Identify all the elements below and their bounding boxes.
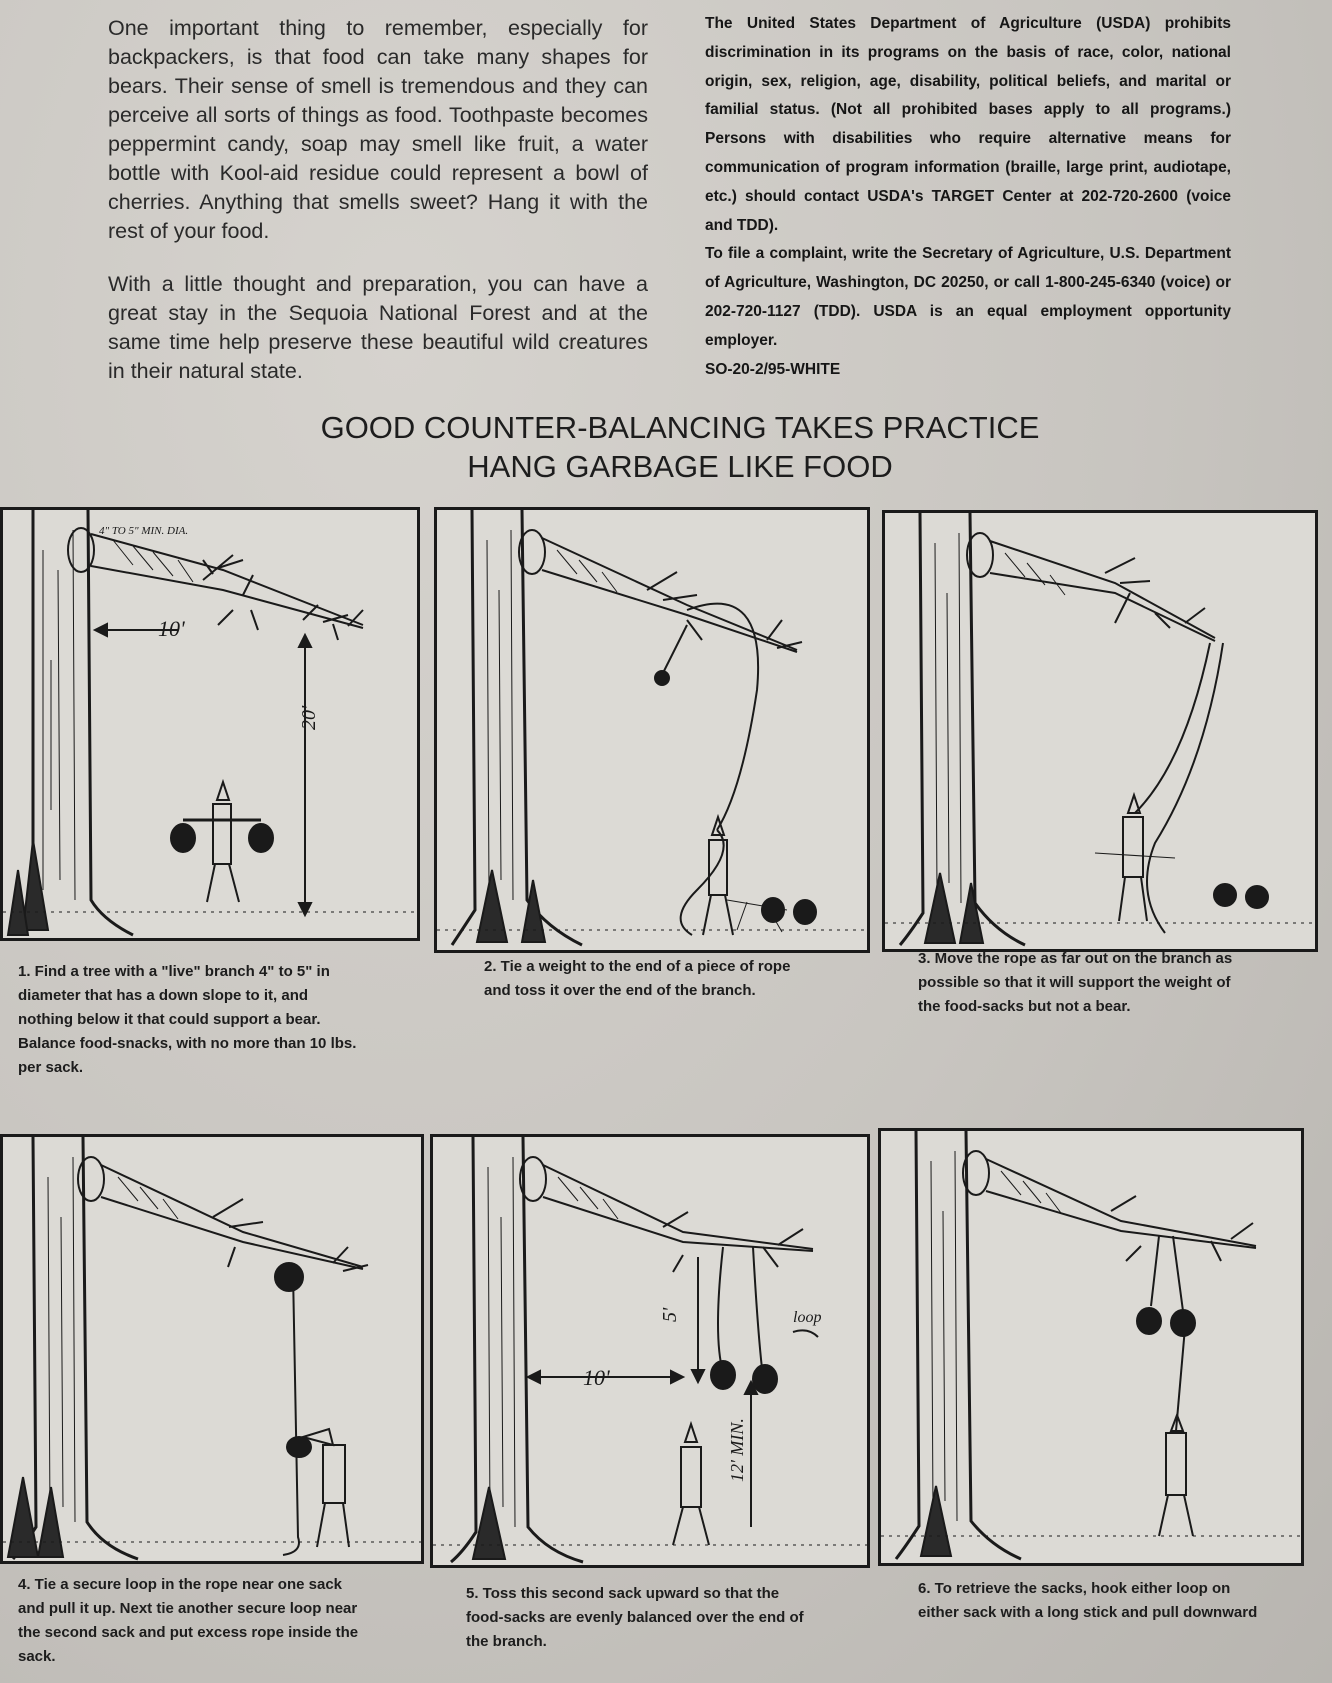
panel-3-drawing xyxy=(885,513,1315,949)
intro-paragraph-2: With a little thought and preparation, you can have a great stay in the Sequoia National Forest and at the same time help preserve these beautiful wild creatures in their natural state. xyxy=(108,272,648,383)
panel-1-drawing xyxy=(3,510,417,938)
panel-1-caption: 1. Find a tree with a "live" branch 4" to 5" in diameter that has a down slope to it, and nothing below it that could support a bear. Balance food-snacks, with no more than 10 lbs. per sack. xyxy=(18,963,357,1076)
panel-6-illustration xyxy=(878,1128,1304,1566)
page-heading xyxy=(240,408,1120,486)
usda-notice xyxy=(705,10,1231,384)
panel-5-height-label: 12' MIN. xyxy=(727,1418,747,1482)
panel-5-distance-label: 10' xyxy=(583,1365,610,1390)
panel-5-caption: 5. Toss this second sack upward so that the food-sacks are evenly balanced over the end of the branch. xyxy=(466,1585,804,1650)
panel-6-caption: 6. To retrieve the sacks, hook either loop on either sack with a long stick and pull downward xyxy=(918,1580,1258,1621)
usda-code: SO-20-2/95-WHITE xyxy=(705,360,841,378)
panel-5-drawing xyxy=(433,1137,867,1565)
panel-6-drawing xyxy=(881,1131,1301,1563)
usda-paragraph-1: The United States Department of Agriculture (USDA) prohibits discrimination in its programs on the basis of race, color, national origin, sex, religion, age, disability, political beliefs, and marital or familial status. (Not all prohibited bases apply to all programs.) Persons with disabilities who require alternative means for communication of program information (braille, large print, audiotape, etc.) should contact USDA's TARGET Center at 202-720-2600 (voice and TDD). xyxy=(705,15,1231,234)
panel-2-drawing xyxy=(437,510,867,950)
intro-text xyxy=(108,14,648,410)
panel-2-caption: 2. Tie a weight to the end of a piece of rope and toss it over the end of the branch. xyxy=(484,958,791,999)
panel-1-distance-label: 10' xyxy=(158,616,185,641)
panel-4-caption: 4. Tie a secure loop in the rope near one sack and pull it up. Next tie another secure loop near the second sack and put excess rope inside the sack. xyxy=(18,1576,359,1665)
usda-paragraph-2: To file a complaint, write the Secretary of Agriculture, U.S. Department of Agriculture, Washington, DC 20250, or call 1-800-245-6340 (voice) or 202-720-1127 (TDD). USDA is an equal employment opportunity employer. xyxy=(705,245,1231,349)
panel-3-caption: 3. Move the rope as far out on the branch as possible so that it will support the weight of the food-sacks but not a bear. xyxy=(918,950,1233,1015)
panel-5-drop-label: 5' xyxy=(659,1307,681,1322)
panel-4-drawing xyxy=(3,1137,421,1561)
panel-1-diameter-label: 4" TO 5" MIN. DIA. xyxy=(99,525,189,537)
panel-4-illustration xyxy=(0,1134,424,1564)
intro-paragraph-1: One important thing to remember, especially for backpackers, is that food can take many shapes for bears. Their sense of smell is tremendous and they can perceive all sorts of things as food. Toothpaste becomes peppermint candy, soap may smell like fruit, a water bottle with Kool-aid residue could represent a bowl of cherries. Anything that smells sweet? Hang it with the rest of your food. xyxy=(108,16,648,243)
panel-1-height-label: 20' xyxy=(298,705,320,730)
panel-3-illustration xyxy=(882,510,1318,952)
panel-5-illustration xyxy=(430,1134,870,1568)
heading-line-1: GOOD COUNTER-BALANCING TAKES PRACTICE xyxy=(320,410,1040,445)
panel-2-illustration xyxy=(434,507,870,953)
panel-1-illustration xyxy=(0,507,420,941)
panel-5-loop-label: loop xyxy=(793,1309,822,1326)
heading-line-2: HANG GARBAGE LIKE FOOD xyxy=(467,449,893,484)
